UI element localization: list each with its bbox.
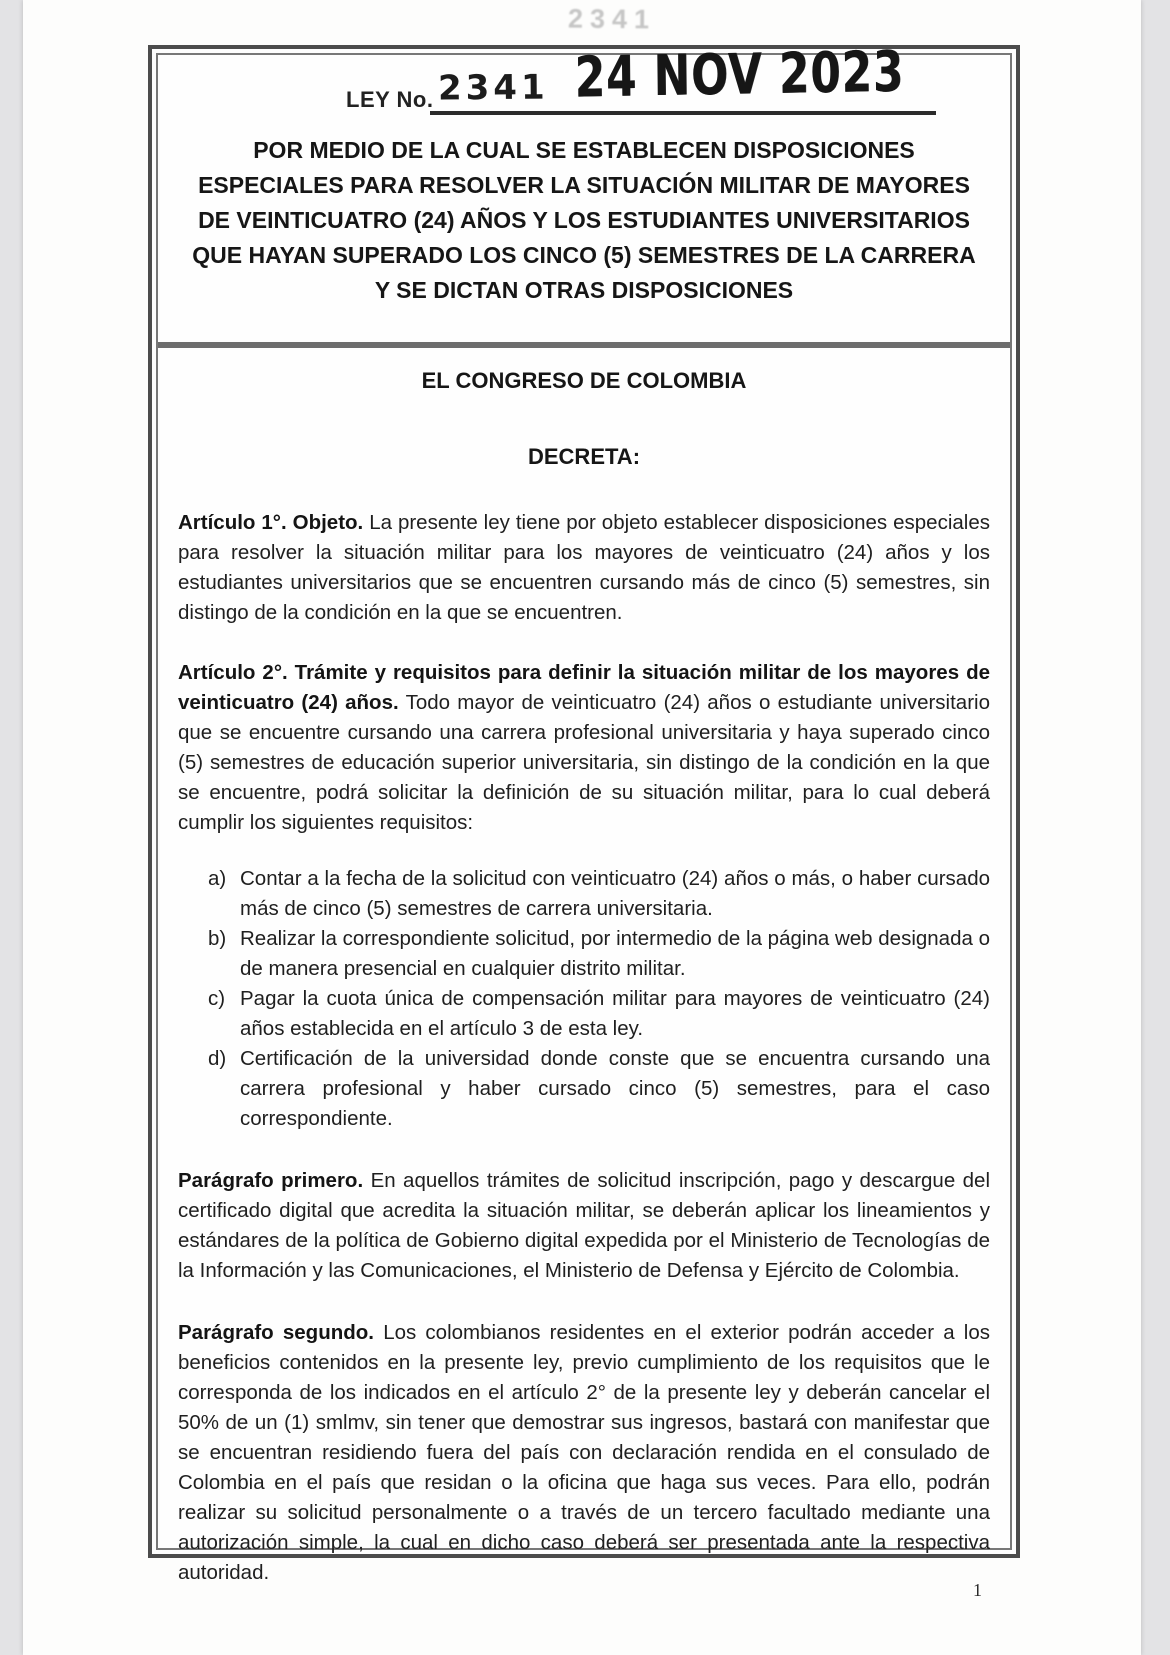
list-item-marker: d) — [208, 1047, 227, 1070]
paragraph-first-text: En aquellos trámites de solicitud inscripción, pago y descargue del certificado digital que acredita la situación militar, se deberán aplicar los lineamientos y estándares de la política de Gobierno digital expedida por el Ministerio de Tecnologías de la Información y las Comunicaciones, el Ministerio de Defensa y Ejército de Colombia. — [178, 1169, 990, 1282]
document-border-frame — [148, 38, 1020, 1584]
article-1-lead: Artículo 1°. Objeto. — [178, 511, 364, 534]
ghost-bleedthrough-text: 2341 — [567, 3, 657, 35]
paragraph-first-lead: Parágrafo primero. — [178, 1169, 364, 1192]
paragraph-second — [178, 1318, 990, 1588]
list-item-marker: a) — [208, 867, 227, 890]
list-item — [178, 864, 990, 924]
list-item-text: Realizar la correspondiente solicitud, por intermedio de la página web designada o de manera presencial en cualquier distrito militar. — [240, 927, 990, 980]
title-section — [158, 38, 1010, 348]
scanned-page — [23, 0, 1141, 1655]
list-item — [178, 924, 990, 984]
article-1 — [178, 508, 990, 628]
law-number-value: 2341 — [437, 67, 549, 109]
requirements-list — [178, 864, 990, 1134]
list-item-text: Certificación de la universidad donde conste que se encuentra cursando una carrera profesional y haber cursado cinco (5) semestres, para el caso correspondiente. — [240, 1047, 990, 1130]
list-item-marker: c) — [208, 987, 226, 1010]
list-item — [178, 1044, 990, 1134]
decree-heading: DECRETA: — [527, 444, 641, 469]
document-body — [158, 366, 1010, 1588]
paragraph-second-lead: Parágrafo segundo. — [178, 1321, 374, 1344]
paragraph-second-text: Los colombianos residentes en el exterior podrán acceder a los beneficios contenidos en la presente ley, previo cumplimiento de los requisitos que le corresponda de los indicados en el artículo 2° de la presente ley y deberán cancelar el 50% de un (1) smlmv, sin tener que demostrar sus ingresos, bastará con manifestar que se encuentran residiendo fuera del país con declaración rendida en el consulado de Colombia en el país que residan o la oficina que haga sus veces. Para ello, podrán realizar su solicitud personalmente o a través de un tercero facultado mediante una autorización simple, la cual en dicho caso deberá ser presentada ante la respectiva autoridad. — [178, 1321, 990, 1584]
law-number-underlined-group — [430, 38, 936, 115]
paragraph-first — [178, 1166, 990, 1286]
list-item — [178, 984, 990, 1044]
list-item-marker: b) — [208, 927, 227, 950]
article-2-lead: Artículo 2°. Trámite y requisitos para definir la situación militar de los mayores de veinticuatro (24) años. — [178, 661, 990, 714]
list-item-text: Contar a la fecha de la solicitud con veinticuatro (24) años o más, o haber cursado más de cinco (5) semestres de carrera universitaria. — [240, 867, 990, 920]
list-item-text: Pagar la cuota única de compensación militar para mayores de veinticuatro (24) años establecida en el artículo 3 de esta ley. — [240, 987, 990, 1040]
law-number-label: LEY No. — [346, 87, 434, 112]
law-title: POR MEDIO DE LA CUAL SE ESTABLECEN DISPOSICIONES ESPECIALES PARA RESOLVER LA SITUACIÓN MILITAR DE MAYORES DE VEINTICUATRO (24) AÑOS Y LOS ESTUDIANTES UNIVERSITARIOS QUE HAYAN SUPERADO LOS CINCO (5) SEMESTRES DE LA CARRERA Y SE DICTAN OTRAS DISPOSICIONES — [192, 137, 976, 303]
page-number: 1 — [973, 1580, 982, 1600]
law-number-row — [158, 38, 1010, 123]
article-2-text: Todo mayor de veinticuatro (24) años o estudiante universitario que se encuentre cursando una carrera profesional universitaria y haya superado cinco (5) semestres de educación superior universitaria, sin distingo de la condición en la que se encuentre, podrá solicitar la definición de su situación militar, para lo cual deberá cumplir los siguientes requisitos: — [178, 691, 990, 834]
date-stamp: 24 NOV 2023 — [573, 38, 905, 110]
article-1-text: La presente ley tiene por objeto establecer disposiciones especiales para resolver la situación militar para los mayores de veinticuatro (24) años y los estudiantes universitarios que se encuentren cursando más de cinco (5) semestres, sin distingo de la condición en la que se encuentren. — [178, 511, 990, 624]
congress-heading: EL CONGRESO DE COLOMBIA — [421, 368, 747, 393]
document-inner-frame — [156, 38, 1012, 1584]
article-2 — [178, 658, 990, 838]
